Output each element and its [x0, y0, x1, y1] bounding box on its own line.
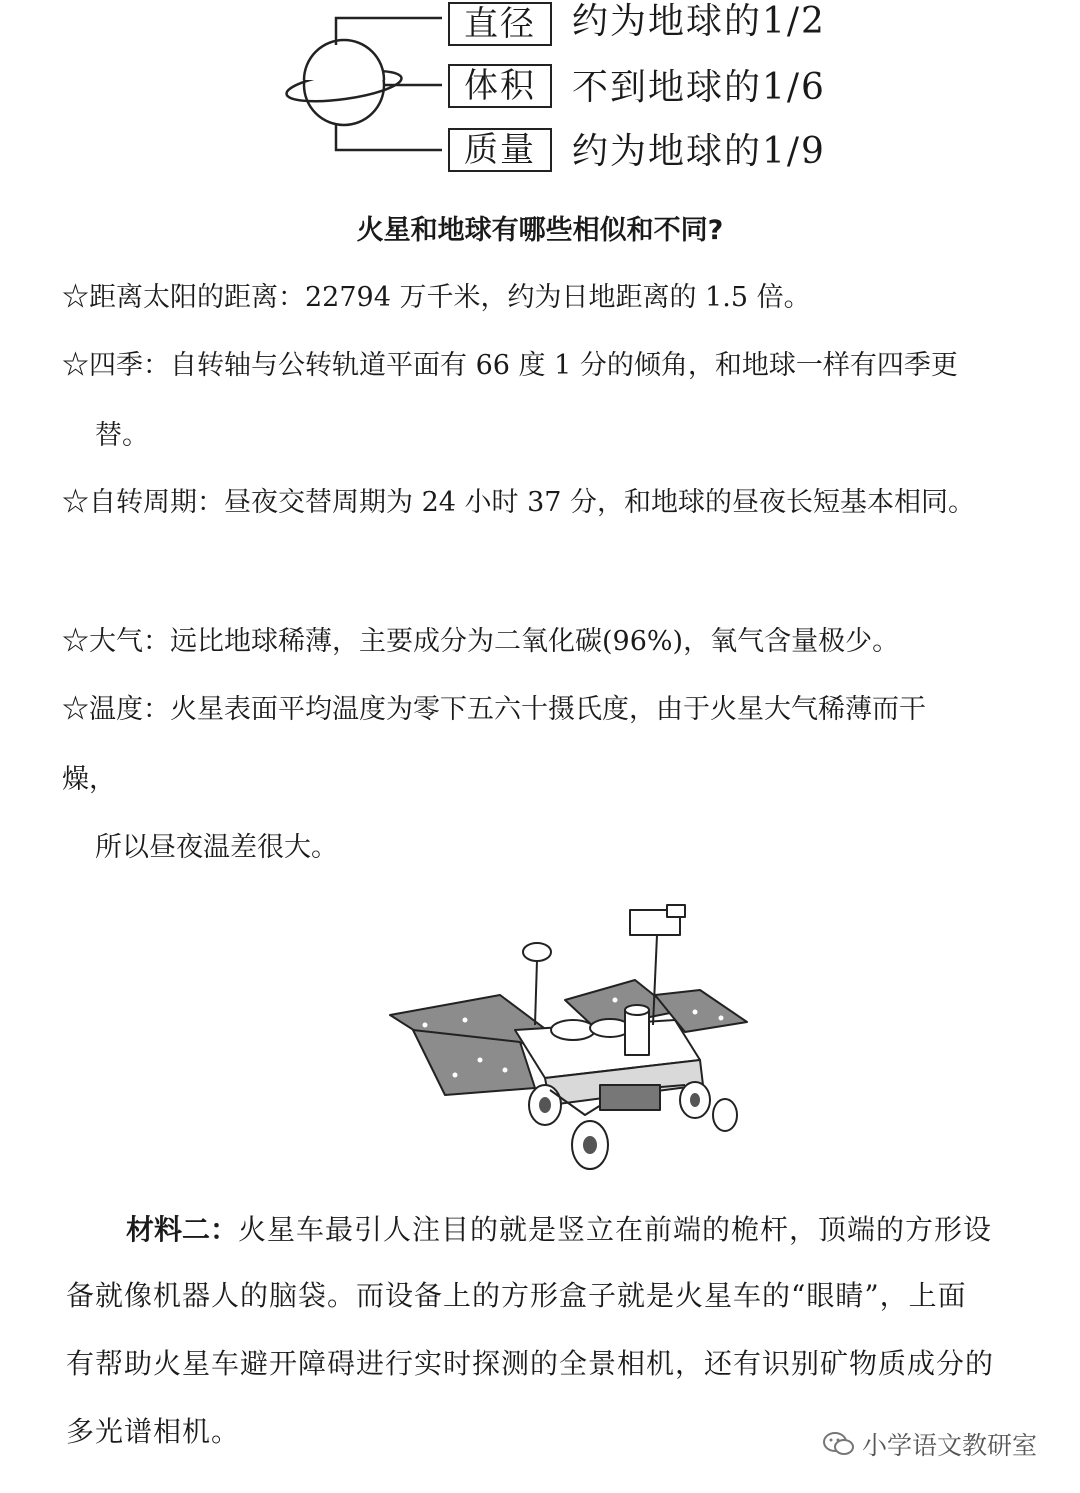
- diagram-value-diameter: 约为地球的1/2: [572, 1, 826, 42]
- diagram-label-mass: 质量: [448, 128, 552, 172]
- fact-temperature: ☆温度：火星表面平均温度为零下五六十摄氏度，由于火星大气稀薄而干: [62, 694, 926, 725]
- diagram-label-volume: 体积: [448, 64, 552, 108]
- fact-rotation: ☆自转周期：昼夜交替周期为 24 小时 37 分，和地球的昼夜长短基本相同。: [62, 487, 976, 518]
- planet-ring-icon: [280, 0, 450, 170]
- material-two-label: 材料二：: [126, 1213, 239, 1246]
- diagram-value-mass: 约为地球的1/9: [572, 131, 826, 172]
- material-two-line4: 多光谱相机。: [66, 1415, 241, 1448]
- fact-distance: ☆距离太阳的距离：22794 万千米，约为日地距离的 1.5 倍。: [62, 282, 811, 313]
- wechat-icon: [822, 1430, 856, 1458]
- mars-rover-illustration: [385, 900, 755, 1190]
- fact-seasons: ☆四季：自转轴与公转轨道平面有 66 度 1 分的倾角，和地球一样有四季更: [62, 350, 958, 381]
- section-heading: 火星和地球有哪些相似和不同?: [356, 215, 724, 246]
- material-two-line2: 备就像机器人的脑袋。而设备上的方形盒子就是火星车的“眼睛”，上面: [66, 1279, 967, 1312]
- material-two-line3: 有帮助火星车避开障碍进行实时探测的全景相机，还有识别矿物质成分的: [66, 1347, 995, 1380]
- fact-temperature-cont2: 所以昼夜温差很大。: [95, 832, 338, 863]
- diagram-value-volume: 不到地球的1/6: [572, 67, 826, 108]
- fact-atmosphere: ☆大气：远比地球稀薄，主要成分为二氧化碳(96%)，氧气含量极少。: [62, 626, 900, 657]
- fact-seasons-cont: 替。: [95, 420, 149, 451]
- material-two-line1: 材料二：火星车最引人注目的就是竖立在前端的桅杆，顶端的方形设: [126, 1213, 993, 1246]
- diagram-label-diameter: 直径: [448, 2, 552, 46]
- watermark: [822, 1426, 1037, 1462]
- watermark-text: 小学语文教研室: [862, 1431, 1038, 1460]
- fact-temperature-cont1: 燥，: [62, 764, 116, 795]
